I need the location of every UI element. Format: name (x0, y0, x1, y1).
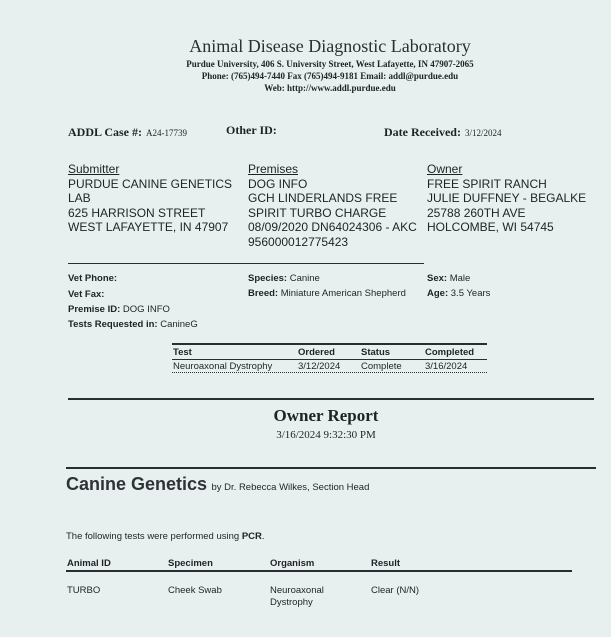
report-datetime: 3/16/2024 9:32:30 PM (276, 429, 376, 441)
owner-heading: Owner (427, 162, 463, 176)
section-heading (66, 474, 369, 495)
method-prefix: The following tests were performed using (66, 531, 242, 542)
method-suffix: . (261, 531, 265, 542)
results-header-organism: Organism (270, 558, 315, 569)
owner-line: 25788 260TH AVE (427, 205, 526, 220)
breed-value: Miniature American Shepherd (280, 288, 406, 299)
section-title: Canine Genetics (66, 474, 208, 494)
results-cell-animal-id: TURBO (67, 585, 101, 596)
results-header-specimen: Specimen (168, 558, 213, 569)
tests-table-header-rule (172, 359, 487, 360)
case-value: A24-17739 (146, 128, 187, 138)
tests-header-completed: Completed (425, 347, 475, 358)
owner-line: FREE SPIRIT RANCH (427, 176, 547, 191)
breed (248, 288, 406, 299)
premises-block (248, 162, 417, 249)
tests-cell-ordered: 3/12/2024 (298, 361, 341, 372)
sex-value: Male (449, 273, 471, 284)
lab-phone: Phone: (765)494-7440 Fax (765)494-9181 Email: addl@purdue.edu (201, 71, 459, 81)
section-byline: by Dr. Rebecca Wilkes, Section Head (211, 482, 370, 493)
tests-header-test: Test (173, 347, 192, 358)
report-rule (68, 398, 594, 400)
premise-id (68, 304, 170, 315)
species-label: Species: (248, 273, 288, 284)
premises-heading: Premises (248, 162, 299, 176)
premises-line: 956000012775423 (248, 234, 349, 249)
results-header-rule (66, 570, 572, 572)
tests-cell-test: Neuroaxonal Dystrophy (173, 361, 273, 372)
owner-line: HOLCOMBE, WI 54745 (427, 220, 554, 234)
lab-name: Animal Disease Diagnostic Laboratory (189, 36, 471, 56)
age-label: Age: (427, 288, 449, 299)
lab-web: Web: http://www.addl.purdue.edu (264, 83, 396, 93)
premises-line: 08/09/2020 DN64024306 - AKC (248, 220, 417, 234)
sex-label: Sex: (427, 273, 448, 284)
other-id-label: Other ID: (226, 123, 277, 137)
submitter-heading: Submitter (68, 162, 120, 176)
results-cell-organism (270, 585, 324, 609)
results-cell-result: Clear (N/N) (371, 585, 420, 596)
tests-header-status: Status (361, 347, 391, 358)
species-value: Canine (289, 273, 320, 284)
submitter-line: LAB (68, 191, 91, 205)
premises-line: SPIRIT TURBO CHARGE (248, 205, 387, 220)
case-label: ADDL Case #: (68, 125, 142, 139)
tests-requested-label: Tests Requested in: (68, 319, 158, 330)
submitter-line: PURDUE CANINE GENETICS (68, 176, 233, 191)
results-header-animal-id: Animal ID (67, 558, 111, 569)
method-line (66, 531, 265, 542)
lab-address: Purdue University, 406 S. University Street, West Lafayette, IN 47907-2065 (186, 59, 474, 69)
tests-cell-completed: 3/16/2024 (425, 361, 468, 372)
age-value: 3.5 Years (450, 288, 491, 299)
premise-id-label: Premise ID: (68, 304, 121, 315)
submitter-line: WEST LAFAYETTE, IN 47907 (68, 220, 229, 234)
tests-header-ordered: Ordered (298, 347, 335, 358)
age (427, 288, 490, 299)
owner-block (427, 162, 586, 235)
results-cell-organism-line1: Neuroaxonal (270, 585, 324, 596)
divider (68, 263, 424, 264)
premises-line: GCH LINDERLANDS FREE (248, 191, 398, 205)
method-value: PCR (241, 531, 262, 542)
case-line (68, 123, 187, 141)
vet-phone-label: Vet Phone: (68, 273, 118, 284)
tests-table-dotted-rule (172, 372, 487, 373)
date-received (384, 123, 501, 141)
tests-cell-status: Complete (361, 361, 402, 372)
submitter-block (68, 162, 232, 235)
results-cell-specimen: Cheek Swab (168, 585, 222, 596)
results-cell-organism-line2: Dystrophy (270, 597, 313, 608)
report-title: Owner Report (273, 406, 379, 425)
tests-requested-value: CanineG (160, 319, 198, 330)
submitter-line: 625 HARRISON STREET (68, 205, 206, 220)
tests-requested (68, 319, 198, 330)
date-received-value: 3/12/2024 (464, 128, 502, 138)
results-header-result: Result (371, 558, 401, 569)
vet-fax-label: Vet Fax: (68, 289, 105, 300)
species (248, 273, 320, 284)
section-rule (66, 467, 596, 469)
premises-line: DOG INFO (248, 176, 308, 191)
date-received-label: Date Received: (384, 125, 461, 139)
tests-table-top-rule (172, 343, 487, 345)
owner-line: JULIE DUFFNEY - BEGALKE (427, 191, 587, 205)
breed-label: Breed: (248, 288, 279, 299)
premise-id-value: DOG INFO (122, 304, 170, 315)
sex (427, 273, 470, 284)
